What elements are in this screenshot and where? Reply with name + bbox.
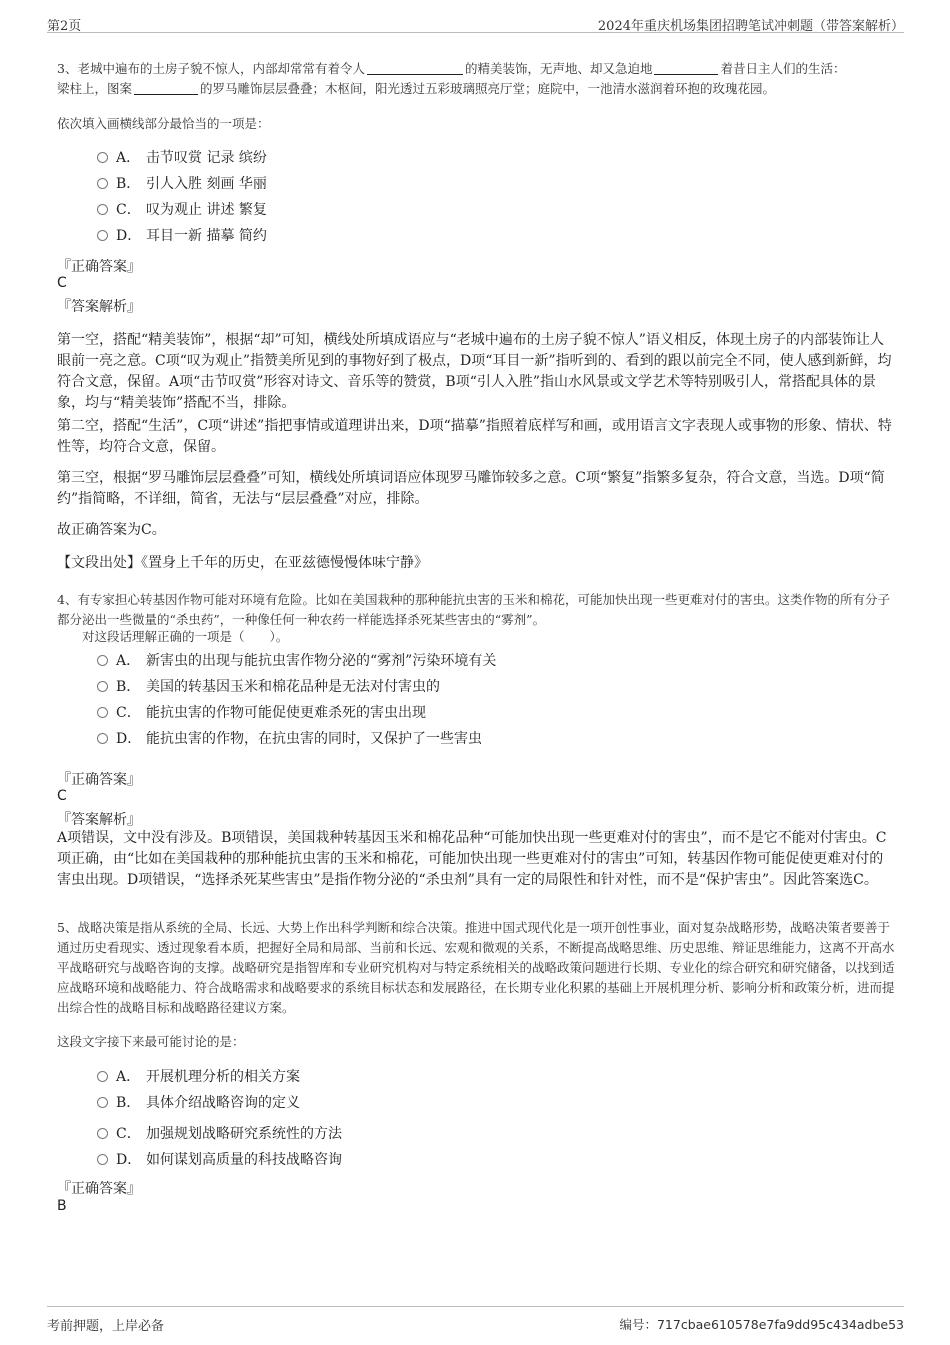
q3-conclusion: 故正确答案为C。 [57, 522, 166, 538]
radio-icon[interactable] [97, 707, 108, 718]
page-header [47, 10, 904, 33]
q5-option-d[interactable]: D． 如何谋划高质量的科技战略咨询 [97, 1150, 342, 1170]
q5-option-c[interactable]: C． 加强规划战略研究系统性的方法 [97, 1124, 342, 1144]
radio-icon[interactable] [97, 178, 108, 189]
blank-2 [654, 60, 718, 75]
blank-3 [134, 80, 198, 95]
q3-option-a[interactable]: A． 击节叹赏 记录 缤纷 [97, 148, 267, 168]
radio-icon[interactable] [97, 1128, 108, 1139]
question-5-stem: 5、战略决策是指从系统的全局、长远、大势上作出科学判断和综合决策。推进中国式现代化是一项开创性事业，面对复杂战略形势，战略决策者要善于通过历史看现实、透过现象看本质，把握好全局和局部、当前和长远、宏观和微观的关系，不断提高战略思维、历史思维、辩证思维能力，这离不开高水平战略研究与战略咨询的支撑。战略研究是指智库和专业研究机构对与特定系统相关的战略政策问题进行长期、专业化的综合研究和研究储备，以找到适应战略环境和战略能力、符合战略需求和战略要求的系统目标状态和发展路径，在长期专业化积累的基础上开展机理分析、影响分析和政策分析，进而提出综合性的战略目标和战略路径建议方案。 [57, 920, 895, 1015]
q3-answer: C [57, 275, 67, 291]
radio-icon[interactable] [97, 204, 108, 215]
q5-option-a[interactable]: A． 开展机理分析的相关方案 [97, 1067, 300, 1087]
q4-option-c[interactable]: C． 能抗虫害的作物可能促使更难杀死的害虫出现 [97, 703, 426, 723]
radio-icon[interactable] [97, 152, 108, 163]
q3-correct-label: 『正确答案』 [57, 259, 141, 275]
q5-option-b[interactable]: B． 具体介绍战略咨询的定义 [97, 1093, 300, 1113]
q3-option-b[interactable]: B． 引人入胜 刻画 华丽 [97, 174, 267, 194]
question-3-stem: 3、老城中遍布的土房子貌不惊人，内部却常常有着令人 的精美装饰，无声地、却又急迫地 着昔日主人们的生活： 梁柱上，图案 的罗马雕饰层层叠叠；木枢间，阳光透过五彩玻璃照亮厅堂；庭院中，一池清水滋润着环抱的玫瑰花园。 [57, 61, 846, 96]
radio-icon[interactable] [97, 1097, 108, 1108]
radio-icon[interactable] [97, 733, 108, 744]
footer-slogan: 考前押题，上岸必备 [47, 1319, 165, 1334]
radio-icon[interactable] [97, 681, 108, 692]
question-5-prompt: 这段文字接下来最可能讨论的是： [57, 1034, 245, 1049]
document-code: 编号：717cbae610578e7fa9dd95c434adbe53 [619, 1317, 904, 1332]
q4-analysis: A项错误，文中没有涉及。B项错误，美国栽种转基因玉米和棉花品种“可能加快出现一些更难对付的害虫”，而不是它不能对付害虫。C项正确，由“比如在美国栽种的那种能抗虫害的玉米和棉花，可能加快出现一些更难对付的害虫”可知，转基因作物可能促使更难对付的害虫出现。D项错误，“选择杀死某些害虫”是指作物分泌的“杀虫剂”具有一定的局限性和针对性，而不是“保护害虫”。因此答案选C。 [57, 830, 887, 888]
q3-option-d[interactable]: D． 耳目一新 描摹 简约 [97, 226, 267, 246]
page-number: 第2页 [47, 19, 82, 34]
q4-option-a[interactable]: A． 新害虫的出现与能抗虫害作物分泌的“雾剂”污染环境有关 [97, 651, 496, 671]
radio-icon[interactable] [97, 1154, 108, 1165]
blank-1 [367, 60, 463, 75]
q5-answer: B [57, 1198, 67, 1214]
question-3-prompt: 依次填入画横线部分最恰当的一项是： [57, 116, 270, 131]
page-footer [47, 1306, 904, 1333]
radio-icon[interactable] [97, 655, 108, 666]
q4-analysis-label: 『答案解析』 [57, 812, 141, 828]
q3-analysis-paragraph-2: 第二空，搭配“生活”，C项“讲述”指把事情或道理讲出来，D项“描摹”指照着底样写和画，或用语言文字表现人或事物的形象、情状、特性等，均符合文意，保留。 [57, 418, 892, 455]
question-4-prompt: 对这段话理解正确的一项是（ ）。 [82, 629, 289, 644]
radio-icon[interactable] [97, 1071, 108, 1082]
q4-answer: C [57, 788, 67, 804]
q4-correct-label: 『正确答案』 [57, 772, 141, 788]
q3-analysis-paragraph-3: 第三空，根据“罗马雕饰层层叠叠”可知，横线处所填词语应体现罗马雕饰较多之意。C项“繁复”指繁多复杂，符合文意，当选。D项“简约”指简略，不详细，简省，无法与“层层叠叠”对应，排除。 [57, 470, 885, 507]
q3-source: 【文段出处】《置身上千年的历史，在亚兹德慢慢体味宁静》 [57, 555, 428, 571]
question-4-stem: 4、有专家担心转基因作物可能对环境有危险。比如在美国栽种的那种能抗虫害的玉米和棉花，可能加快出现一些更难对付的害虫。这类作物的所有分子都分泌出一些微量的“杀虫药”，一种像任何一种农药一样能选择杀死某些害虫的“雾剂”。 [57, 592, 890, 627]
q3-analysis-paragraph-1: 第一空，搭配“精美装饰”，根据“却”可知，横线处所填成语应与“老城中遍布的土房子貌不惊人”语义相反，体现土房子的内部装饰让人眼前一亮之意。C项“叹为观止”指赞美所见到的事物好到了极点，D项“耳目一新”指听到的、看到的跟以前完全不同，使人感到新鲜，均符合文意，保留。A项“击节叹赏”形容对诗文、音乐等的赞赏，B项“引人入胜”指山水风景或文学艺术等特别吸引人，常搭配具体的景象，均与“精美装饰”搭配不当，排除。 [57, 332, 892, 411]
q4-option-b[interactable]: B． 美国的转基因玉米和棉花品种是无法对付害虫的 [97, 677, 440, 697]
q3-analysis-label: 『答案解析』 [57, 299, 141, 315]
q4-option-d[interactable]: D． 能抗虫害的作物，在抗虫害的同时，又保护了一些害虫 [97, 729, 482, 749]
q3-option-c[interactable]: C． 叹为观止 讲述 繁复 [97, 200, 267, 220]
q5-correct-label: 『正确答案』 [57, 1181, 141, 1197]
document-title: 2024年重庆机场集团招聘笔试冲刺题（带答案解析） [597, 19, 904, 34]
radio-icon[interactable] [97, 230, 108, 241]
